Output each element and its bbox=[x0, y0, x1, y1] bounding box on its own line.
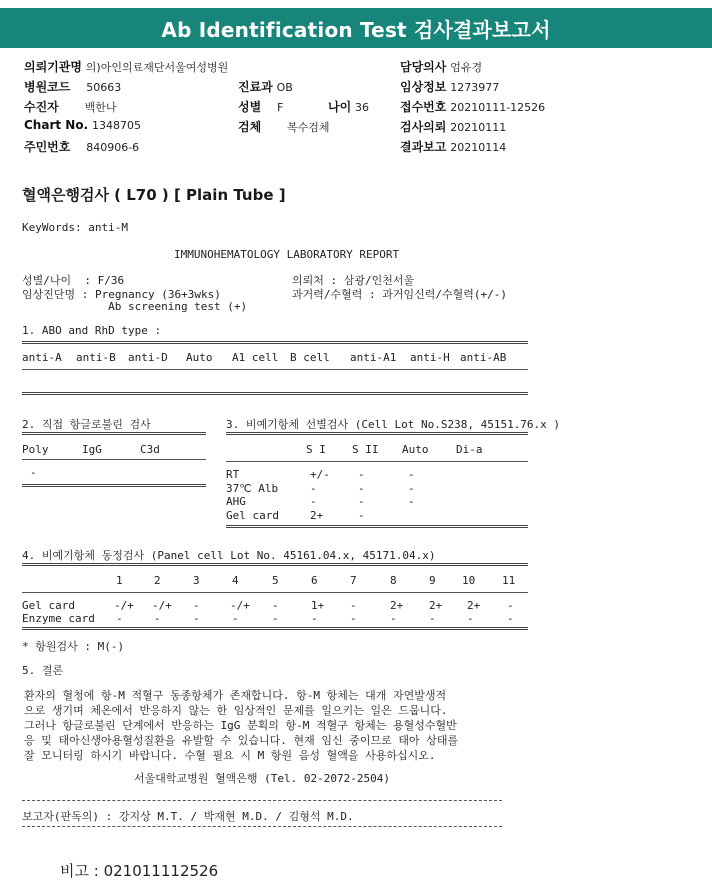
panel-title: 4. 비예기항체 동정검사 (Panel cell Lot No. 45161.04.x, 45171.04.x) bbox=[22, 549, 436, 562]
dat-col-igg: IgG bbox=[82, 443, 102, 456]
screening-row-label: AHG bbox=[226, 495, 246, 508]
divider bbox=[22, 369, 528, 370]
remark-label: 비고 : bbox=[60, 862, 99, 880]
screening-col-di-a: Di-a bbox=[456, 443, 483, 456]
header-specimen: 검체 복수검체 bbox=[238, 120, 330, 134]
dat-col-poly: Poly bbox=[22, 443, 49, 456]
panel-cell: -/+ bbox=[152, 599, 172, 612]
conclusion-line: 응 및 태아신생아용혈성질환을 유발할 수 있습니다. 현재 임신 중이므로 태아 상태를 bbox=[24, 734, 459, 747]
panel-cell: 2+ bbox=[390, 599, 404, 612]
abo-col-anti-a1: anti-A1 bbox=[350, 351, 397, 364]
keywords: KeyWords: anti-M bbox=[22, 221, 128, 234]
screening-cell: - bbox=[310, 482, 317, 495]
antigen-test: * 항원검사 : M(-) bbox=[22, 640, 125, 653]
divider bbox=[22, 826, 502, 827]
screening-cell: - bbox=[310, 495, 317, 508]
screening-cell: - bbox=[408, 482, 415, 495]
panel-cell: - bbox=[350, 599, 357, 612]
abo-col-anti-a: anti-A bbox=[22, 351, 62, 364]
header-institution: 의뢰기관명 의)아인의료재단서울여성병원 bbox=[24, 60, 229, 74]
panel-cell: - bbox=[350, 612, 357, 625]
screening-col-s1: S I bbox=[306, 443, 326, 456]
panel-cell: - bbox=[193, 599, 200, 612]
panel-cell: 1+ bbox=[311, 599, 325, 612]
report-title: Ab Identification Test 검사결과보고서 bbox=[161, 17, 551, 42]
lab-contact: 서울대학교병원 혈액은행 (Tel. 02-2072-2504) bbox=[134, 772, 390, 785]
dat-result: - bbox=[30, 466, 37, 479]
panel-cell: -/+ bbox=[114, 599, 134, 612]
abo-col-auto: Auto bbox=[186, 351, 213, 364]
conclusion-line: 으로 생기며 체온에서 반응하지 않는 한 임상적인 문제를 일으키는 일은 드뭅니다. bbox=[24, 704, 448, 717]
screening-cell: - bbox=[358, 468, 365, 481]
panel-col: 3 bbox=[193, 574, 200, 587]
abo-rhd-title: 1. ABO and RhD type : bbox=[22, 324, 162, 337]
divider bbox=[226, 461, 528, 462]
transfusion-history: 과거력/수혈력 : 과거임신력/수혈력(+/-) bbox=[292, 288, 507, 301]
screening-cell: - bbox=[408, 495, 415, 508]
divider bbox=[22, 341, 528, 344]
divider bbox=[22, 432, 206, 435]
header-sex: 성별 F bbox=[238, 100, 284, 114]
panel-col: 9 bbox=[429, 574, 436, 587]
panel-col: 2 bbox=[154, 574, 161, 587]
panel-cell: -/+ bbox=[230, 599, 250, 612]
panel-cell: - bbox=[429, 612, 436, 625]
panel-col: 5 bbox=[272, 574, 279, 587]
referrer: 의뢰처 : 삼광/인천서울 bbox=[292, 274, 415, 287]
screening-cell: - bbox=[358, 509, 365, 522]
panel-cell: - bbox=[272, 612, 279, 625]
screening-row-label: Gel card bbox=[226, 509, 279, 522]
panel-cell: 2+ bbox=[429, 599, 443, 612]
panel-col: 8 bbox=[390, 574, 397, 587]
screening-row-label: RT bbox=[226, 468, 240, 481]
abo-col-anti-ab: anti-AB bbox=[460, 351, 507, 364]
dat-title: 2. 직접 항글로불린 검사 bbox=[22, 418, 151, 431]
panel-cell: - bbox=[507, 612, 514, 625]
panel-cell: - bbox=[116, 612, 123, 625]
reporters: 보고자(판독의) : 강지상 M.T. / 박재현 M.D. / 김형석 M.D. bbox=[22, 810, 354, 823]
screening-cell: +/- bbox=[310, 468, 330, 481]
divider bbox=[22, 484, 206, 487]
report-title-bar bbox=[0, 8, 712, 48]
divider bbox=[22, 592, 528, 593]
header-report-date: 결과보고 20210114 bbox=[400, 140, 507, 154]
screening-row-label: 37℃ Alb bbox=[226, 482, 279, 495]
panel-col: 11 bbox=[502, 574, 516, 587]
header-request-date: 검사의뢰 20210111 bbox=[400, 120, 507, 134]
abo-col-anti-b: anti-B bbox=[76, 351, 116, 364]
conclusion-title: 5. 결론 bbox=[22, 664, 64, 677]
panel-col: 7 bbox=[350, 574, 357, 587]
panel-cell: - bbox=[272, 599, 279, 612]
divider bbox=[226, 525, 528, 528]
dat-col-c3d: C3d bbox=[140, 443, 160, 456]
screening-cell: 2+ bbox=[310, 509, 324, 522]
panel-cell: - bbox=[311, 612, 318, 625]
panel-cell: - bbox=[467, 612, 474, 625]
header-patient: 수진자 백한나 bbox=[24, 100, 117, 114]
abo-col-b-cell: B cell bbox=[290, 351, 330, 364]
lab-report-title: IMMUNOHEMATOLOGY LABORATORY REPORT bbox=[174, 248, 400, 261]
remark-value: 021011112526 bbox=[103, 862, 219, 880]
abo-col-anti-d: anti-D bbox=[128, 351, 168, 364]
screening-cell: - bbox=[358, 482, 365, 495]
divider bbox=[22, 392, 528, 395]
diagnosis-line2: Ab screening test (+) bbox=[22, 300, 248, 313]
header-age: 나이 36 bbox=[328, 100, 370, 114]
header-hospital-code: 병원코드 50663 bbox=[24, 80, 122, 94]
panel-cell: - bbox=[390, 612, 397, 625]
abo-col-a1-cell: A1 cell bbox=[232, 351, 279, 364]
panel-cell: - bbox=[232, 612, 239, 625]
sex-age: 성별/나이 : F/36 bbox=[22, 274, 125, 287]
screening-cell: - bbox=[408, 468, 415, 481]
conclusion-line: 잘 모니터링 하시기 바랍니다. 수혈 필요 시 M 항원 음성 혈액을 사용하십시오. bbox=[24, 749, 436, 762]
panel-cell: 2+ bbox=[467, 599, 481, 612]
panel-col: 10 bbox=[462, 574, 476, 587]
divider bbox=[226, 432, 528, 435]
panel-row-label: Gel card bbox=[22, 599, 75, 612]
panel-col: 6 bbox=[311, 574, 318, 587]
conclusion-line: 그러나 항글로불린 단계에서 반응하는 IgG 분획의 항-M 적혈구 항체는 용혈성수혈반 bbox=[24, 719, 457, 732]
header-receipt-no: 접수번호 20210111-12526 bbox=[400, 100, 546, 114]
panel-cell: - bbox=[193, 612, 200, 625]
header-chart-no: Chart No. 1348705 bbox=[24, 118, 141, 132]
panel-col: 1 bbox=[116, 574, 123, 587]
divider bbox=[22, 563, 528, 566]
remark bbox=[60, 860, 218, 881]
abo-col-anti-h: anti-H bbox=[410, 351, 450, 364]
divider bbox=[22, 800, 502, 801]
section-title: 혈액은행검사 ( L70 ) [ Plain Tube ] bbox=[22, 186, 286, 204]
panel-cell: - bbox=[154, 612, 161, 625]
screening-cell: - bbox=[358, 495, 365, 508]
panel-row-label: Enzyme card bbox=[22, 612, 95, 625]
diagnosis: 임상진단명 : Pregnancy (36+3wks) bbox=[22, 288, 221, 301]
panel-col: 4 bbox=[232, 574, 239, 587]
divider bbox=[22, 459, 206, 460]
header-resident-no: 주민번호 840906-6 bbox=[24, 140, 140, 154]
panel-cell: - bbox=[507, 599, 514, 612]
header-doctor: 담당의사 엄유경 bbox=[400, 60, 483, 74]
screening-col-auto: Auto bbox=[402, 443, 429, 456]
conclusion-line: 환자의 혈청에 항-M 적혈구 동종항체가 존재합니다. 항-M 항체는 대개 자연발생적 bbox=[24, 689, 447, 702]
screening-title: 3. 비예기항체 선별검사 (Cell Lot No.S238, 45151.76.x ) bbox=[226, 418, 561, 431]
header-clinical-info: 임상정보 1273977 bbox=[400, 80, 500, 94]
divider bbox=[22, 627, 528, 630]
screening-col-s2: S II bbox=[352, 443, 379, 456]
header-department: 진료과 OB bbox=[238, 80, 293, 94]
